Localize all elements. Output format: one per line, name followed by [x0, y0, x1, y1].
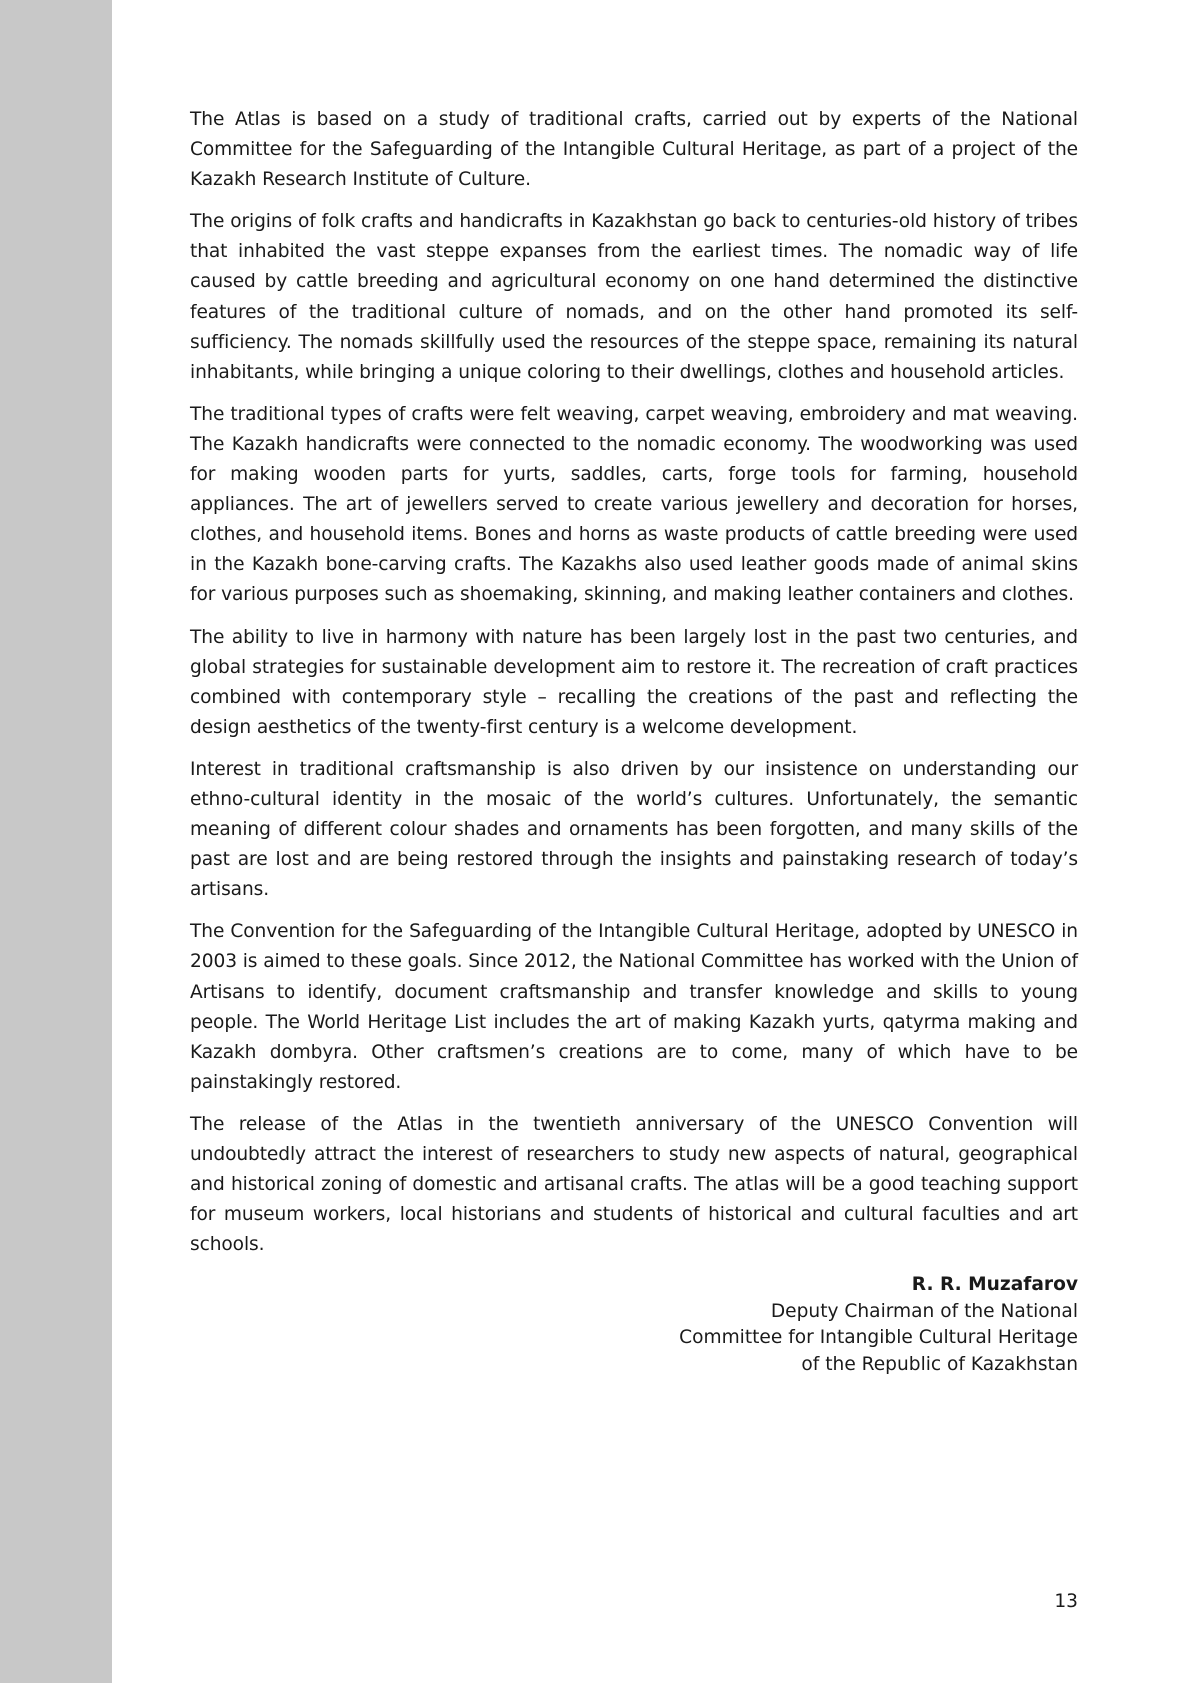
body-paragraph: The traditional types of crafts were felt weaving, carpet weaving, embroidery and mat weaving. The Kazakh handicrafts were connected to the nomadic economy. The woodworking was used for making wooden parts for yurts, saddles, carts, forge tools for farming, household appliances. The art of jewellers served to create various jewellery and decoration for horses, clothes, and household items. Bones and horns as waste products of cattle breeding were used in the Kazakh bone-carving crafts. The Kazakhs also used leather goods made of animal skins for various purposes such as shoemaking, skinning, and making leather containers and clothes. — [190, 403, 1078, 606]
text-column — [190, 105, 1078, 1378]
body-paragraph: The origins of folk crafts and handicrafts in Kazakhstan go back to centuries-old history of tribes that inhabited the vast steppe expanses from the earliest times. The nomadic way of life caused by cattle breeding and agricultural economy on one hand determined the distinctive features of the traditional culture of nomads, and on the other hand promoted its self-sufficiency. The nomads skillfully used the resources of the steppe space, remaining its natural inhabitants, while bringing a unique coloring to their dwellings, clothes and household articles. — [190, 211, 1078, 383]
signatory-title-line: of the Republic of Kazakhstan — [801, 1353, 1078, 1375]
body-paragraph: The release of the Atlas in the twentieth anniversary of the UNESCO Convention will undoubtedly attract the interest of researchers to study new aspects of natural, geographical and historical zoning of domestic and artisanal crafts. The atlas will be a good teaching support for museum workers, local historians and students of historical and cultural faculties and art schools. — [190, 1113, 1078, 1256]
signatory-title-line: Deputy Chairman of the National — [770, 1300, 1078, 1322]
page-number: 13 — [1054, 1591, 1078, 1612]
side-band — [0, 0, 112, 1683]
body-paragraph: Interest in traditional craftsmanship is also driven by our insistence on understanding our ethno-cultural identity in the mosaic of the world’s cultures. Unfortunately, the semantic meaning of different colour shades and ornaments has been forgotten, and many skills of the past are lost and are being restored through the insights and painstaking research of today’s artisans. — [190, 758, 1078, 901]
signature-block — [190, 1272, 1078, 1378]
signatory-title-line: Committee for Intangible Cultural Heritage — [679, 1327, 1078, 1349]
body-paragraph: The Convention for the Safeguarding of the Intangible Cultural Heritage, adopted by UNESCO in 2003 is aimed to these goals. Since 2012, the National Committee has worked with the Union of Artisans to identify, document craftsmanship and transfer knowledge and skills to young people. The World Heritage List includes the art of making Kazakh yurts, qatyrma making and Kazakh dombyra. Other craftsmen’s creations are to come, many of which have to be painstakingly restored. — [190, 921, 1078, 1093]
signatory-name: R. R. Muzafarov — [911, 1274, 1078, 1296]
body-paragraph: The Atlas is based on a study of traditional crafts, carried out by experts of the National Committee for the Safeguarding of the Intangible Cultural Heritage, as part of a project of the Kazakh Research Institute of Culture. — [190, 109, 1078, 191]
body-paragraph: The ability to live in harmony with nature has been largely lost in the past two centuries, and global strategies for sustainable development aim to restore it. The recreation of craft practices combined with contemporary style – recalling the creations of the past and reflecting the design aesthetics of the twenty-first century is a welcome development. — [190, 626, 1078, 738]
